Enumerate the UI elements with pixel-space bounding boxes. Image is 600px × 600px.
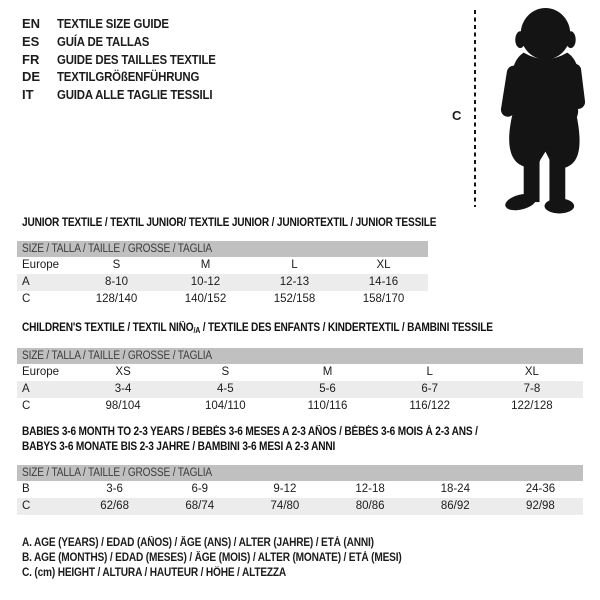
language-row — [22, 33, 237, 51]
table-size-header-bar — [17, 348, 583, 364]
cell-value: 24-36 — [525, 483, 556, 495]
cell-value: 4-5 — [216, 383, 234, 395]
cell-value: 3-6 — [106, 483, 123, 495]
language-code: DE — [22, 69, 41, 85]
row-label: C — [22, 500, 31, 512]
height-measure-label: C — [452, 108, 462, 123]
table-title-text — [22, 321, 493, 338]
table-size-header-text: SIZE / TALLA / TAILLE / GRÖSSE / TAGLIA — [22, 467, 212, 479]
table-row — [17, 498, 583, 515]
toddler-silhouette-icon — [494, 6, 593, 214]
language-code: ES — [22, 33, 40, 49]
language-label: TEXTILGRÖßENFÜHRUNG — [57, 69, 200, 85]
cell-value: S — [112, 259, 121, 271]
table-childrens-textile — [17, 321, 583, 415]
table-title — [22, 425, 583, 455]
cell-value: 6-9 — [191, 483, 209, 495]
cell-value: 140/152 — [184, 293, 227, 305]
cell-value: 98/104 — [105, 400, 141, 412]
row-label: A — [22, 276, 30, 288]
cell-value: L — [291, 259, 298, 271]
cell-value: 128/140 — [95, 293, 138, 305]
cell-value: 12-13 — [279, 276, 310, 288]
language-row — [22, 86, 237, 104]
table-title-line — [22, 440, 583, 455]
table-title-text — [22, 216, 436, 231]
row-label: A — [22, 383, 30, 395]
cell-value: 7-8 — [523, 383, 541, 395]
table-title — [22, 216, 437, 231]
table-title-line — [22, 321, 583, 338]
cell-value: 6-7 — [421, 383, 439, 395]
language-row — [22, 51, 237, 69]
cell-value: 8-10 — [104, 276, 129, 288]
table-size-header-bar — [17, 465, 583, 481]
cell-value: L — [426, 366, 433, 378]
cell-value: 158/170 — [362, 293, 405, 305]
cell-value: 74/80 — [270, 500, 300, 512]
table-title-line — [22, 216, 437, 231]
table-row — [17, 381, 583, 398]
cell-value: 80/86 — [355, 500, 385, 512]
language-label: GUIDE DES TAILLES TEXTILE — [57, 51, 216, 67]
language-code: IT — [22, 87, 34, 103]
cell-value: M — [322, 366, 333, 378]
row-label: Europe — [22, 366, 60, 378]
table-title — [22, 321, 583, 338]
cell-value: 110/116 — [307, 400, 348, 412]
cell-value: S — [221, 366, 230, 378]
table-row — [17, 481, 583, 498]
cell-value: 86/92 — [440, 500, 470, 512]
cell-value: 5-6 — [319, 383, 336, 395]
cell-value: XS — [115, 366, 131, 378]
cell-value: 9-12 — [273, 483, 297, 495]
table-title-line — [22, 425, 583, 440]
table-title-text — [22, 440, 335, 455]
cell-value: 68/74 — [185, 500, 215, 512]
table-row — [17, 364, 583, 381]
table-row — [17, 274, 428, 291]
title-subscript: /A — [193, 326, 201, 335]
table-size-header-text: SIZE / TALLA / TAILLE / GRÖSSE / TAGLIA — [22, 243, 212, 255]
cell-value: 92/98 — [526, 500, 555, 512]
table-junior-textile — [17, 216, 437, 308]
language-code: EN — [22, 16, 41, 31]
cell-value: 3-4 — [114, 383, 132, 395]
table-size-header-bar — [17, 241, 428, 257]
title-segment: JUNIOR TEXTILE / TEXTIL JUNIOR/ TEXTILE JUNIOR / JUNIORTEXTIL / JUNIOR TESSILE — [22, 217, 437, 229]
cell-value: 10-12 — [190, 276, 221, 288]
cell-value: 152/158 — [273, 293, 316, 305]
cell-value: 12-18 — [355, 483, 385, 495]
cell-value: M — [200, 259, 211, 271]
table-size-header-text: SIZE / TALLA / TAILLE / GRÖSSE / TAGLIA — [22, 350, 212, 362]
row-label: C — [22, 293, 31, 305]
table-row — [17, 291, 428, 308]
language-code: FR — [22, 51, 40, 67]
title-segment: BABIES 3-6 MONTH TO 2-3 YEARS / BEBÉS 3-6 MESES A 2-3 AÑOS / BÉBÉS 3-6 MOIS À 2-3 ANS / — [22, 426, 478, 438]
measurement-legend — [22, 536, 453, 582]
cell-value: 116/122 — [409, 400, 451, 412]
legend-text: A. AGE (YEARS) / EDAD (AÑOS) / ÂGE (ANS) / ALTER (JAHRE) / ETÀ (ANNI) — [22, 537, 374, 549]
language-label: GUIDA ALLE TAGLIE TESSILI — [57, 87, 213, 103]
cell-value: 122/128 — [511, 400, 553, 412]
title-segment: BABYS 3-6 MONATE BIS 2-3 JAHRE / BAMBINI 3-6 MESI A 2-3 ANNI — [22, 441, 336, 453]
table-title-text — [22, 425, 478, 440]
table-babies-textile — [17, 425, 583, 515]
language-label: GUÍA DE TALLAS — [57, 33, 150, 49]
row-label: B — [22, 483, 30, 495]
language-row — [22, 68, 237, 86]
cell-value: XL — [376, 259, 391, 271]
table-row — [17, 398, 583, 415]
cell-value: 62/68 — [100, 500, 129, 512]
legend-line — [22, 536, 453, 551]
row-label: C — [22, 400, 31, 412]
row-label: Europe — [22, 259, 60, 271]
cell-value: 18-24 — [440, 483, 470, 495]
table-row — [17, 257, 428, 274]
legend-line — [22, 566, 453, 581]
cell-value: 14-16 — [368, 276, 399, 288]
language-row — [22, 15, 237, 33]
language-label: TEXTILE SIZE GUIDE — [57, 16, 169, 31]
title-segment: / TEXTILE DES ENFANTS / KINDERTEXTIL / BAMBINI TESSILE — [200, 322, 493, 334]
language-title-list — [22, 15, 237, 104]
cell-value: XL — [524, 366, 539, 378]
legend-text: B. AGE (MONTHS) / EDAD (MESES) / ÂGE (MOIS) / ALTER (MONATE) / ETÀ (MESI) — [22, 552, 402, 565]
legend-text: C. (cm) HEIGHT / ALTURA / HAUTEUR / HÖHE / ALTEZZA — [22, 567, 287, 580]
height-measure-dashed-line — [474, 10, 476, 207]
legend-line — [22, 551, 453, 566]
title-segment: CHILDREN'S TEXTILE / TEXTIL NIÑO — [22, 322, 194, 334]
cell-value: 104/110 — [204, 400, 246, 412]
